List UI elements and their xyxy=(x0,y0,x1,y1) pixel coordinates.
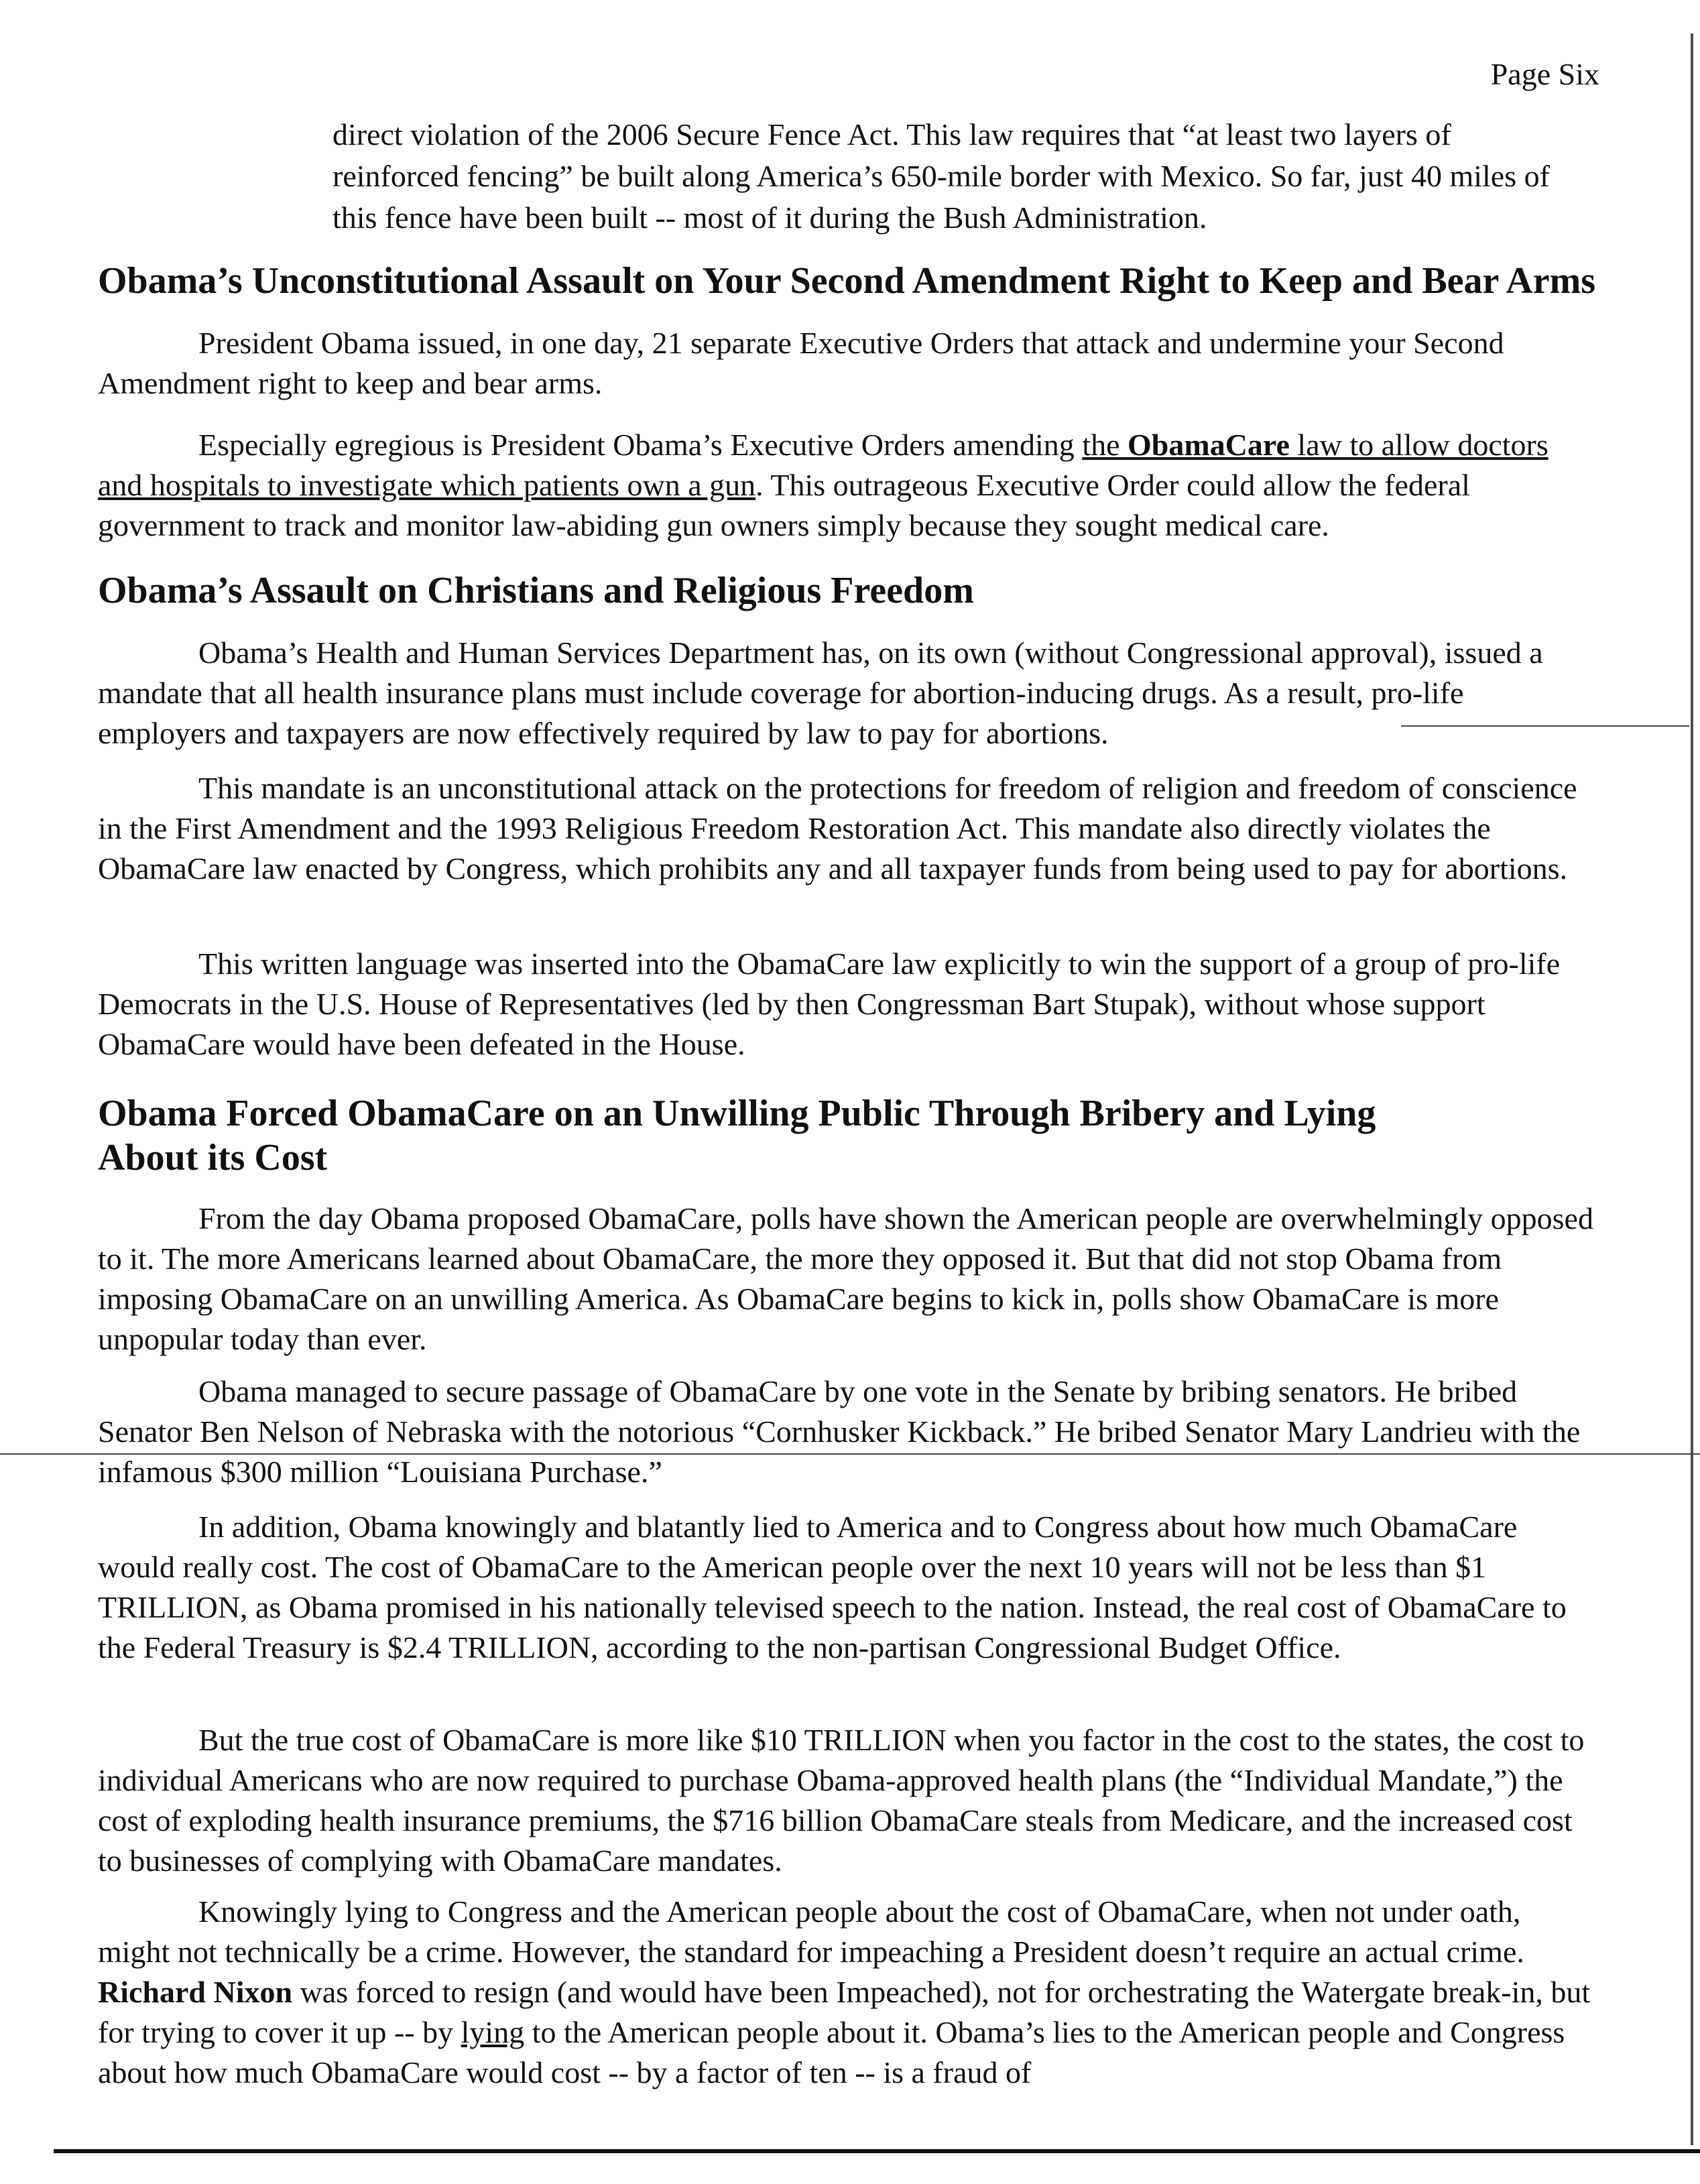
text: Knowingly lying to Congress and the American people about the cost of ObamaCare, when not under oath, might not technically be a crime. However, the standard for impeaching a President doesn’t require an actual crime. xyxy=(98,1894,1524,1969)
section-heading-obamacare xyxy=(98,1091,1599,1180)
text: was forced to resign (and would have been Impeached), not for orchestrating the Watergate break-in, but for trying to cover it up -- by xyxy=(98,1975,1591,2049)
section-heading-religious-freedom: Obama’s Assault on Christians and Religious Freedom xyxy=(98,570,974,611)
paragraph: From the day Obama proposed ObamaCare, polls have shown the American people are overwhelmingly opposed to it. The more Americans learned about ObamaCare, the more they opposed it. But that did not stop Obama from imposing ObamaCare on an unwilling America. As ObamaCare begins to kick in, polls show ObamaCare is more unpopular today than ever. xyxy=(98,1201,1593,1356)
paragraph xyxy=(98,425,1599,546)
paragraph: President Obama issued, in one day, 21 separate Executive Orders that attack and undermine your Second Amendment right to keep and bear arms. xyxy=(98,326,1504,400)
heading-line: About its Cost xyxy=(98,1137,328,1178)
intro-paragraph: direct violation of the 2006 Secure Fence Act. This law requires that “at least two layers of reinforced fencing” be built along America’s 650-mile border with Mexico. So far, just 40 miles of this fence have been built -- most of it during the Bush Administration. xyxy=(332,117,1550,235)
paragraph: In addition, Obama knowingly and blatantly lied to America and to Congress about how much ObamaCare would really cost. The cost of ObamaCare to the American people over the next 10 years will not be less than $1 TRILLION, as Obama promised in his nationally televised speech to the nation. Instead, the real cost of ObamaCare to the Federal Treasury is $2.4 TRILLION, according to the non-partisan Congressional Budget Office. xyxy=(98,1510,1567,1664)
text: . This outrageous Executive Order could allow the federal government to track and monitor law-abiding gun owners simply because they sought medical care. xyxy=(98,468,1470,542)
scan-dash-line xyxy=(0,1453,1700,1455)
paragraph xyxy=(98,1892,1599,2093)
paragraph: Obama’s Health and Human Services Department has, on its own (without Congressional approval), issued a mandate that all health insurance plans must include coverage for abortion-inducing drugs. As a result, pro-life employers and taxpayers are now effectively required by law to pay for abortions. xyxy=(98,635,1543,750)
underlined-word: lying xyxy=(461,2015,525,2049)
section-heading-second-amendment: Obama’s Unconstitutional Assault on Your Second Amendment Right to Keep and Bear Arms xyxy=(98,260,1596,302)
paragraph: Obama managed to secure passage of ObamaCare by one vote in the Senate by bribing senators. He bribed Senator Ben Nelson of Nebraska with the notorious “Cornhusker Kickback.” He bribed Senator Mary Landrieu with the infamous $300 million “Louisiana Purchase.” xyxy=(98,1374,1581,1489)
bold-name: Richard Nixon xyxy=(98,1975,293,2009)
underlined-text: the ObamaCare law to allow doctors and hospitals to investigate which patients own a gun xyxy=(98,428,1549,502)
heading-line: Obama Forced ObamaCare on an Unwilling Public Through Bribery and Lying xyxy=(98,1093,1376,1134)
scan-bottom-line xyxy=(54,2149,1700,2153)
paragraph: But the true cost of ObamaCare is more like $10 TRILLION when you factor in the cost to the states, the cost to individual Americans who are now required to purchase Obama-approved health plans (the “Individual Mandate,”) the cost of exploding health insurance premiums, the $716 billion ObamaCare steals from Medicare, and the increased cost to businesses of complying with ObamaCare mandates. xyxy=(98,1723,1585,1878)
paragraph: This written language was inserted into the ObamaCare law explicitly to win the support of a group of pro-life Democrats in the U.S. House of Representatives (led by then Congressman Bart Stupak), without whose support ObamaCare would have been defeated in the House. xyxy=(98,947,1561,1061)
text: to the American people about it. Obama’s lies to the American people and Congress about how much ObamaCare would cost -- by a factor of ten -- is a fraud of xyxy=(98,2015,1565,2089)
scan-edge-line xyxy=(1691,34,1693,2145)
text: Especially egregious is President Obama’s Executive Orders amending xyxy=(198,428,1083,462)
page-number: Page Six xyxy=(1490,57,1599,91)
scan-dash-line xyxy=(1401,725,1689,727)
paragraph: This mandate is an unconstitutional attack on the protections for freedom of religion and freedom of conscience in the First Amendment and the 1993 Religious Freedom Restoration Act. This mandate also directly violates the ObamaCare law enacted by Congress, which prohibits any and all taxpayer funds from being used to pay for abortions. xyxy=(98,771,1577,886)
